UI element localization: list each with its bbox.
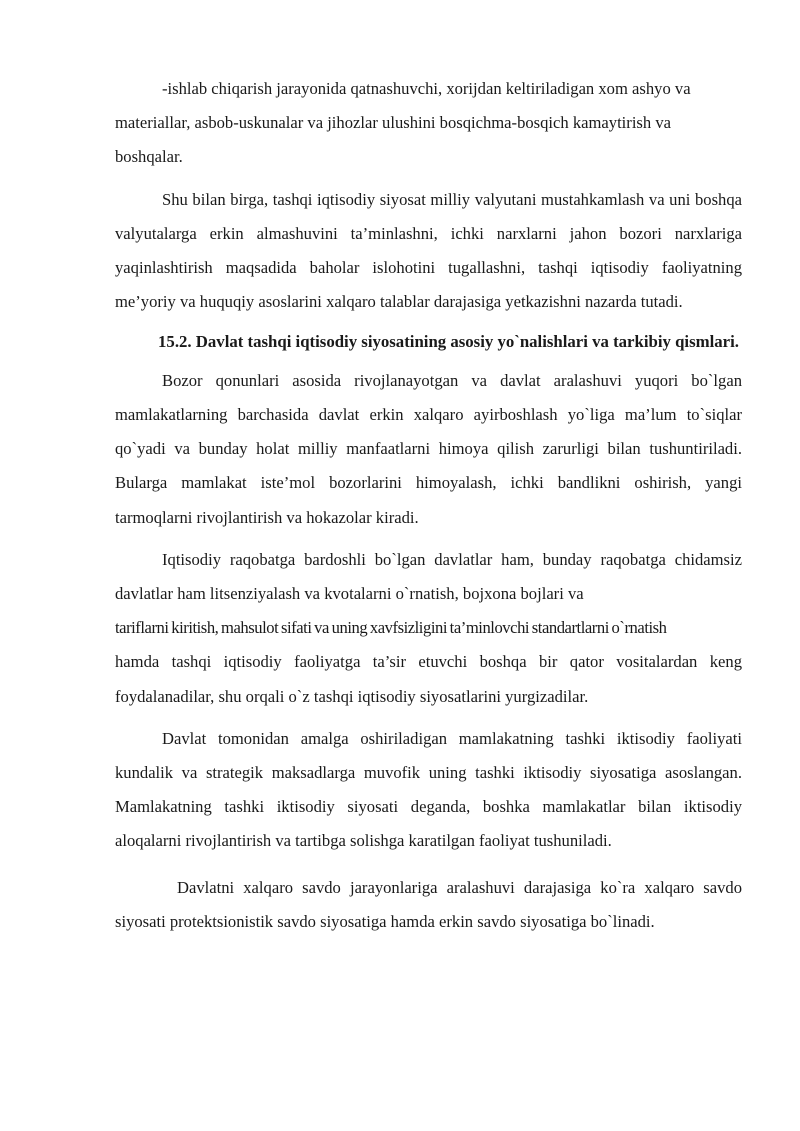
paragraph-2: Shu bilan birga, tashqi iqtisodiy siyosat milliy valyutani mustahkamlash va uni boshqa valyutalarga erkin almashuvini ta’minlashni, ichki narxlarni jahon bozori narxlariga yaqinlashtirish maqsadida baholar islohotini tugallashni, tashqi iqtisodiy faoliyatning me’yoriy va huquqiy asoslarini xalqaro talablar darajasiga yetkazishni nazarda tutadi. (115, 189, 742, 312)
paragraph-3: Bozor qonunlari asosida rivojlanayotgan va davlat aralashuvi yuqori bo`lgan mamlakatlarning barchasida davlat erkin xalqaro ayirboshlash yo`liga ma’lum to`siqlar qo`yadi va bunday holat milliy manfaatlarni himoya qilish zarurligi bilan tushuntiriladi. Bularga mamlakat iste’mol bozorlarini himoyalash, ichki bandlikni oshirish, yangi tarmoqlarni rivojlantirish va hokazolar kiradi. (115, 370, 742, 527)
document-page (115, 72, 742, 939)
paragraph-1: -ishlab chiqarish jarayonida qatnashuvchi, xorijdan keltiriladigan xom ashyo va materiallar, asbob-uskunalar va jihozlar ulushini bosqichma-bosqich kamaytirish va boshqalar. (115, 79, 691, 167)
paragraph-4 (115, 543, 742, 714)
section-heading: 15.2. Davlat tashqi iqtisodiy siyosatining asosiy yo`nalishlari va tarkibiy qismlari. (158, 332, 739, 352)
paragraph-4-part-2: tariflarni kiritish, mahsulot sifati va uning xavfsizligini ta’minlovchi standartlarni o`rnatish (115, 618, 667, 638)
paragraph-6: Davlatni xalqaro savdo jarayonlariga aralashuvi darajasiga ko`ra xalqaro savdo siyosati protektsionistik savdo siyosatiga hamda erkin savdo siyosatiga bo`linadi. (115, 877, 742, 931)
paragraph-4-part-1: Iqtisodiy raqobatga bardoshli bo`lgan davlatlar ham, bunday raqobatga chidamsiz davlatlar ham litsenziyalash va kvotalarni o`rnatish, bojxona bojlari va (115, 549, 742, 604)
paragraph-4-part-3: hamda tashqi iqtisodiy faoliyatga ta’sir etuvchi boshqa bir qator vositalardan keng foydalanadilar, shu orqali o`z tashqi iqtisodiy siyosatlarini yurgizadilar. (115, 652, 742, 706)
paragraph-5: Davlat tomonidan amalga oshiriladigan mamlakatning tashki iktisodiy faoliyati kundalik va strategik maksadlarga muvofik uning tashki iktisodiy siyosatiga asoslangan. Mamlakatning tashki iktisodiy siyosati deganda, boshka mamlakatlar bilan iktisodiy aloqalarni rivojlantirish va tartibga solishga karatilgan faoliyat tushuniladi. (115, 728, 742, 851)
